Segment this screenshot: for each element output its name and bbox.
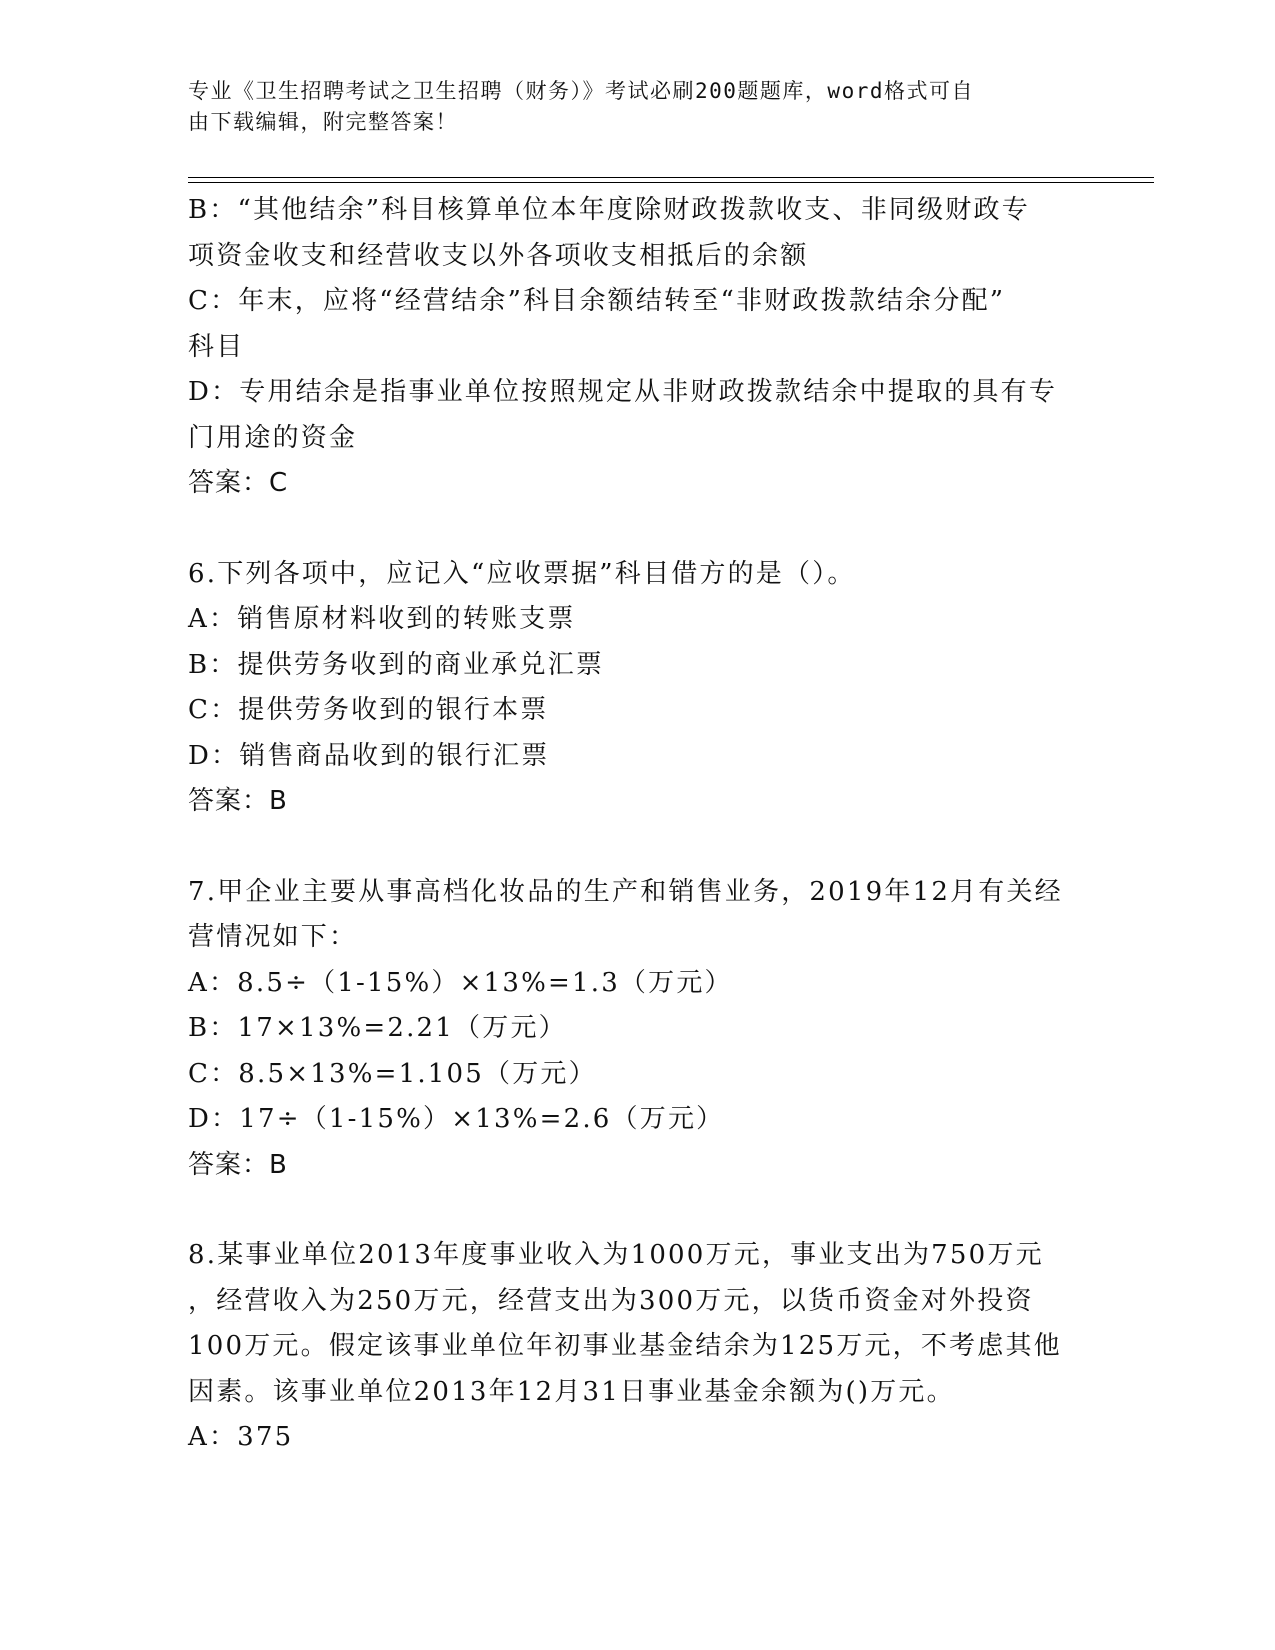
option-d-line-1: D：专用结余是指事业单位按照规定从非财政拨款结余中提取的具有专 [188,377,1058,407]
option-d-line-2: 门用途的资金 [188,422,358,453]
option-c: C：提供劳务收到的银行本票 [188,695,549,725]
spacer [188,825,1088,870]
option-a: A：8.5÷（1-15%）×13%=1.3（万元） [188,967,733,998]
question-stem-line-3: 100万元。假定该事业单位年初事业基金结余为125万元，不考虑其他 [188,1331,1062,1361]
question-content [188,188,1088,1461]
answer-q6: 答案：B [188,786,288,816]
question-stem-line-1: 8.某事业单位2013年度事业收入为1000万元，事业支出为750万元 [188,1240,1044,1270]
document-header [188,76,1068,138]
option-a: A：375 [188,1422,294,1452]
option-d: D：销售商品收到的银行汇票 [188,740,550,771]
question-stem-line-2: 营情况如下： [188,922,358,952]
option-b: B：17×13%=2.21（万元） [188,1013,567,1043]
option-b-line-2: 项资金收支和经营收支以外各项收支相抵后的余额 [188,240,809,271]
question-6 [188,552,1088,825]
header-line-1: 专业《卫生招聘考试之卫生招聘（财务）》考试必刷200题题库，word格式可自 [188,79,974,103]
question-8 [188,1233,1088,1461]
question-stem-line-1: 7.甲企业主要从事高档化妆品的生产和销售业务，2019年12月有关经 [188,876,1063,907]
question-stem: 6.下列各项中，应记入“应收票据”科目借方的是（）。 [188,558,856,589]
question-7 [188,870,1088,1189]
header-divider-top [188,177,1154,178]
question-5-continued [188,188,1088,507]
answer-q5: 答案：C [188,468,289,498]
question-stem-line-2: ，经营收入为250万元，经营支出为300万元，以货币资金对外投资 [188,1285,1034,1316]
option-b-line-1: B：“其他结余”科目核算单位本年度除财政拨款收支、非同级财政专 [188,195,1030,225]
question-stem-line-4: 因素。该事业单位2013年12月31日事业基金余额为()万元。 [188,1376,955,1407]
spacer [188,1188,1088,1233]
option-c: C：8.5×13%=1.105（万元） [188,1058,597,1089]
option-a: A：销售原材料收到的转账支票 [188,604,576,634]
option-b: B：提供劳务收到的商业承兑汇票 [188,649,605,680]
answer-q7: 答案：B [188,1149,288,1180]
option-c-line-1: C：年末，应将“经营结余”科目余额结转至“非财政拨款结余分配” [188,286,1006,316]
option-d: D：17÷（1-15%）×13%=2.6（万元） [188,1104,725,1134]
spacer [188,507,1088,552]
header-divider-bottom [188,182,1154,183]
option-c-line-2: 科目 [188,331,245,362]
header-line-2: 由下载编辑，附完整答案！ [188,110,458,134]
